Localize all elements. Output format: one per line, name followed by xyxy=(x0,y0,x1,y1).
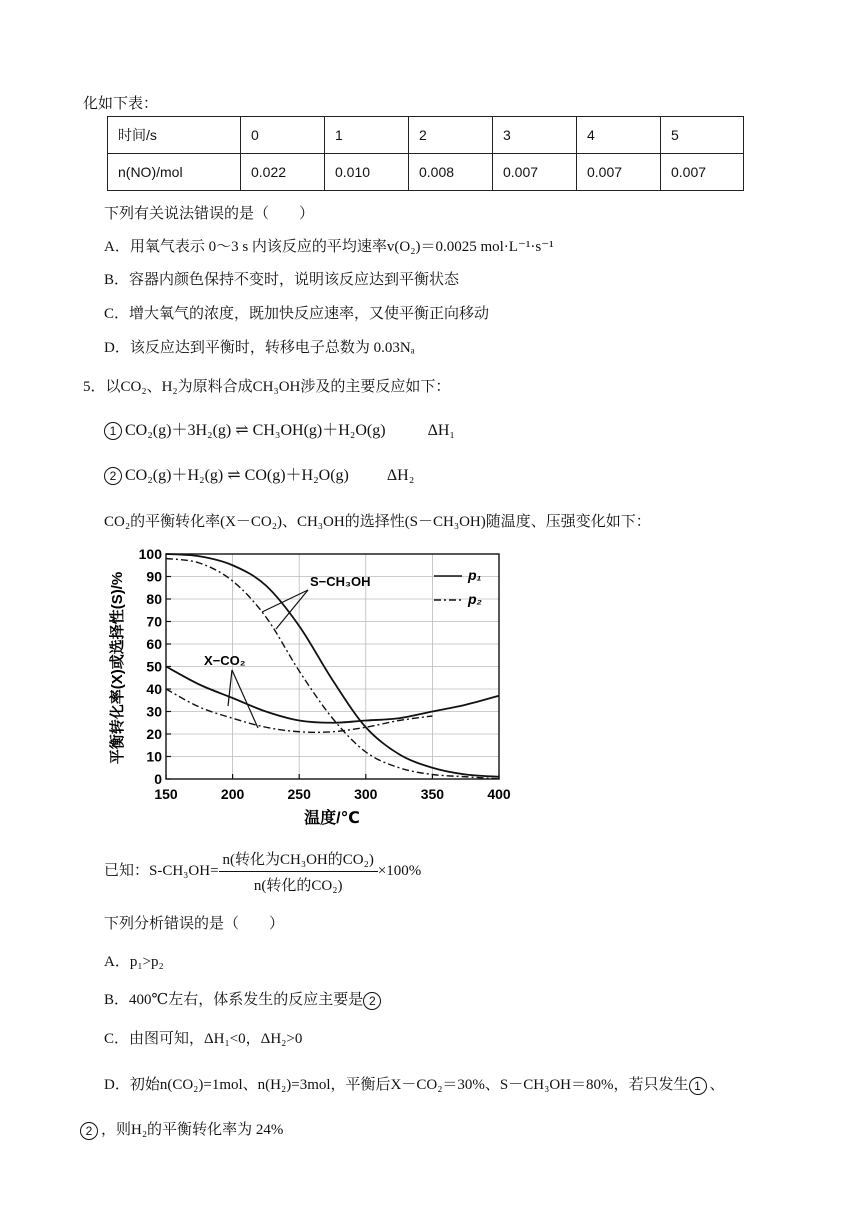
circled-number: 2 xyxy=(363,992,381,1010)
x-tick-label: 250 xyxy=(287,786,311,802)
q5-option-d-line1 xyxy=(104,1073,725,1095)
table-cell: 4 xyxy=(577,117,661,154)
q5-option-a: A．p₁>p₂ xyxy=(104,954,164,970)
y-tick-label: 20 xyxy=(146,726,162,742)
reaction-2 xyxy=(104,462,414,485)
fraction-numerator: n(转化为CH₃OH的CO₂) xyxy=(219,848,378,872)
selectivity-definition xyxy=(104,848,421,895)
q4-option-a: A．用氧气表示 0～3 s 内该反应的平均速率v(O₂)＝0.0025 mol·L⁻¹·s⁻¹ xyxy=(104,239,554,255)
circled-number: 2 xyxy=(104,467,122,485)
q4-stem: 下列有关说法错误的是（ ） xyxy=(104,206,315,222)
option-b-text: B．400℃左右，体系发生的反应主要是 xyxy=(104,992,364,1008)
table-cell: 2 xyxy=(409,117,493,154)
s-ch3oh-annotation: S−CH₃OH xyxy=(310,574,371,589)
q5-stem-2: 下列分析错误的是（ ） xyxy=(104,916,285,932)
table-cell: 0.007 xyxy=(577,154,661,191)
y-tick-label: 90 xyxy=(146,568,162,585)
x-tick-label: 400 xyxy=(487,786,511,802)
annotation-pointer xyxy=(228,670,232,706)
legend-label-p2: p₂ xyxy=(468,591,482,607)
data-table xyxy=(107,116,744,191)
separator: 、 xyxy=(709,1077,725,1093)
reaction-equation: CO₂(g)＋3H₂(g) ⇌ CH₃OH(g)＋H₂O(g) xyxy=(125,422,386,439)
y-tick-label: 0 xyxy=(154,771,162,787)
table-cell: 0.008 xyxy=(409,154,493,191)
reaction-equation: CO₂(g)＋H₂(g) ⇌ CO(g)＋H₂O(g) xyxy=(125,467,349,484)
enthalpy-label: ΔH₂ xyxy=(386,467,415,484)
x-tick-label: 300 xyxy=(354,786,378,802)
annotation-pointer xyxy=(276,590,308,629)
q5-option-b xyxy=(104,988,384,1010)
y-tick-label: 70 xyxy=(146,613,162,630)
x-tick-label: 150 xyxy=(154,786,178,802)
q4-option-d: D．该反应达到平衡时，转移电子总数为 0.03Nₐ xyxy=(104,340,415,356)
table-cell: 5 xyxy=(661,117,744,154)
circled-number: 2 xyxy=(80,1122,98,1140)
circled-number: 1 xyxy=(104,422,122,440)
table-cell: 0 xyxy=(241,117,325,154)
table-cell: 0.007 xyxy=(661,154,744,191)
intro-fragment: 化如下表： xyxy=(83,96,159,112)
y-tick-label: 60 xyxy=(146,636,162,652)
annotation-pointer xyxy=(262,590,308,612)
q5-option-c: C．由图可知，ΔH₁<0，ΔH₂>0 xyxy=(104,1031,303,1047)
y-tick-label: 80 xyxy=(146,591,162,607)
chart-description: CO₂的平衡转化率(X－CO₂)、CH₃OH的选择性(S－CH₃OH)随温度、压强变化如下： xyxy=(104,514,651,530)
table-cell: 0.022 xyxy=(241,154,325,191)
table-cell: 0.007 xyxy=(493,154,577,191)
y-tick-label: 30 xyxy=(146,703,162,720)
option-d-text: D．初始n(CO₂)=1mol、n(H₂)=3mol，平衡后X－CO₂＝30%、S－CH₃OH＝80%，若只发生 xyxy=(104,1077,689,1093)
definition-suffix: ×100% xyxy=(377,862,422,879)
x-tick-label: 200 xyxy=(220,786,245,802)
table-row xyxy=(108,117,744,154)
series-line-1 xyxy=(166,559,499,780)
series-line-2 xyxy=(166,667,499,723)
y-tick-label: 50 xyxy=(146,658,162,675)
x-co2-annotation: X−CO₂ xyxy=(204,653,246,668)
table-cell: 0.010 xyxy=(325,154,409,191)
table-row xyxy=(108,154,744,191)
table-cell: n(NO)/mol xyxy=(108,154,241,191)
y-tick-label: 10 xyxy=(146,748,162,765)
fraction xyxy=(219,848,378,895)
conversion-selectivity-chart xyxy=(100,540,520,840)
definition-prefix: 已知：S-CH₃OH= xyxy=(104,862,219,879)
x-tick-label: 350 xyxy=(420,786,445,802)
q4-option-c: C．增大氧气的浓度，既加快反应速率，又使平衡正向移动 xyxy=(104,306,490,322)
q5-stem: 5．以CO₂、H₂为原料合成CH₃OH涉及的主要反应如下： xyxy=(83,379,451,395)
y-axis-label: 平衡转化率(X)或选择性(S)/% xyxy=(109,571,126,765)
enthalpy-label: ΔH₁ xyxy=(427,422,455,439)
fraction-denominator: n(转化的CO₂) xyxy=(253,878,343,894)
legend-label-p1: p₁ xyxy=(468,567,482,583)
table-cell: 时间/s xyxy=(108,117,241,154)
y-tick-label: 40 xyxy=(146,681,162,697)
q5-option-d-line2 xyxy=(80,1118,283,1140)
circled-number: 1 xyxy=(689,1077,707,1095)
reaction-1 xyxy=(104,417,455,440)
table-cell: 1 xyxy=(325,117,409,154)
y-tick-label: 100 xyxy=(138,546,162,562)
q4-option-b: B．容器内颜色保持不变时，说明该反应达到平衡状态 xyxy=(104,272,460,288)
table-cell: 3 xyxy=(493,117,577,154)
x-axis-label: 温度/℃ xyxy=(304,810,360,827)
option-d-text-2: ，则H₂的平衡转化率为 24% xyxy=(101,1122,284,1138)
